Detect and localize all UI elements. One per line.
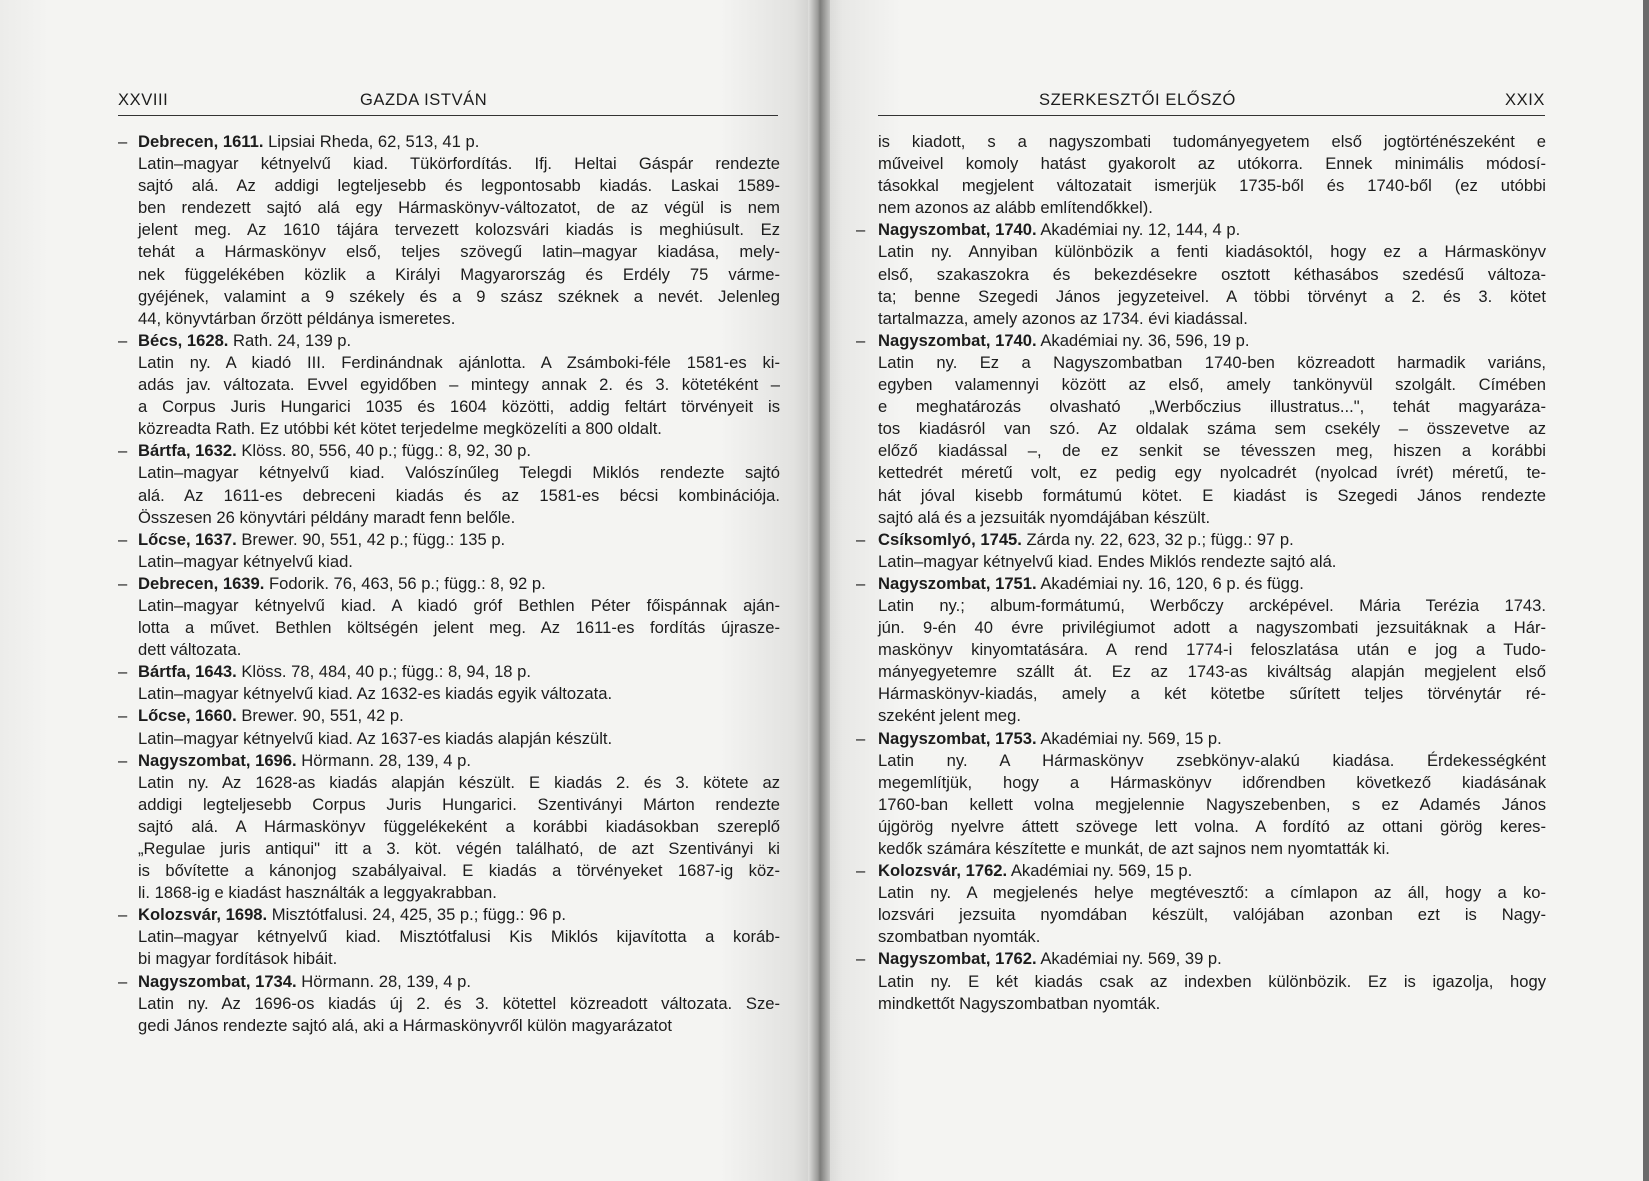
edition-entry xyxy=(856,728,1546,861)
entry-text-line: addigi legteljesebb Corpus Juris Hungarici. Szentiványi Márton rendezte xyxy=(138,794,780,814)
entry-text-line: Összesen 26 könyvtári példány maradt fenn belőle. xyxy=(138,507,516,527)
right-running-header xyxy=(878,91,1545,116)
entry-heading-line xyxy=(138,529,780,551)
entry-text-line: szombatban nyomták. xyxy=(878,927,1041,947)
entry-text-line: Hármaskönyv-kiadás, amely a két kötetbe sűrített teljes törvénytár ré- xyxy=(878,684,1546,704)
entry-heading-line xyxy=(138,573,780,595)
edition-printer-info: Fodorik. 76, 463, 56 p.; függ.: 8, 92 p. xyxy=(264,573,546,593)
edition-entry xyxy=(118,440,780,528)
entry-dash: – xyxy=(118,905,128,925)
entry-text-line: Latin–magyar kétnyelvű kiad. Endes Miklós rendezte sajtó alá. xyxy=(878,551,1337,571)
entry-text-line: maskönyv kinyomtatására. A rend 1774-i feloszlatása után e jog a Tudo- xyxy=(878,640,1546,660)
entry-dash: – xyxy=(118,132,128,151)
edition-printer-info: Akadémiai ny. 569, 15 p. xyxy=(1007,861,1193,881)
entry-text-line: tartalmazza, amely azonos az 1734. évi kiadással. xyxy=(878,308,1248,328)
entry-dash: – xyxy=(118,750,128,770)
edition-printer-info: Misztótfalusi. 24, 425, 35 p.; függ.: 96 p. xyxy=(267,905,567,925)
entry-text-line: Latin ny. E két kiadás csak az indexben különbözik. Ez is igazolja, hogy xyxy=(878,971,1546,991)
entry-text-line: gyéjének, valamint a 9 székely és a 9 szász széknek a nevét. Jelenleg xyxy=(138,286,780,306)
edition-entry xyxy=(118,705,780,749)
entry-text-line: nek függelékében közlik a Királyi Magyarország és Erdély 75 várme- xyxy=(138,264,780,284)
edition-place-year: Bécs, 1628. xyxy=(138,330,229,350)
entry-text-line: alá. Az 1611-es debreceni kiadás és az 1581-es bécsi kombinációja. xyxy=(138,485,780,505)
edition-entry xyxy=(856,573,1546,728)
edition-printer-info: Hörmann. 28, 139, 4 p. xyxy=(296,750,471,770)
edition-printer-info: Brewer. 90, 551, 42 p. xyxy=(236,706,404,726)
edition-place-year: Kolozsvár, 1762. xyxy=(878,861,1008,881)
entry-text-line: a Corpus Juris Hungarici 1035 és 1604 közötti, addig feltárt törvényeit is xyxy=(138,397,780,417)
entry-text-line: Latin ny.; album-formátumú, Werbőczy arcképével. Mária Terézia 1743. xyxy=(878,595,1546,615)
entry-heading-line xyxy=(878,728,1546,750)
entry-text-line: Latin ny. Az 1628-as kiadás alapján készült. E kiadás 2. és 3. kötete az xyxy=(138,772,780,792)
edition-printer-info: Brewer. 90, 551, 42 p.; függ.: 135 p. xyxy=(236,529,506,549)
entry-text-line: közreadta Rath. Ez utóbbi két kötet terjedelme megközelíti a 800 oldalt. xyxy=(138,419,662,439)
edition-entry xyxy=(118,573,780,661)
edition-place-year: Nagyszombat, 1762. xyxy=(878,949,1037,969)
edition-printer-info: Akadémiai ny. 12, 144, 4 p. xyxy=(1036,220,1241,240)
left-page-number: XXVIII xyxy=(118,91,169,109)
entry-text-line: tos kiadásról van szó. Az oldalak száma sem csekély – összevetve az xyxy=(878,419,1546,439)
entry-text-line: jún. 9-én 40 évre privilégiumot adott a nagyszombati jezsuitáknak a Hár- xyxy=(878,618,1546,638)
entry-text-line: Latin ny. Ez a Nagyszombatban 1740-ben közreadott harmadik variáns, xyxy=(878,352,1546,372)
right-page xyxy=(818,0,1649,1181)
edition-place-year: Nagyszombat, 1734. xyxy=(138,971,297,991)
edition-printer-info: Akadémiai ny. 569, 15 p. xyxy=(1036,728,1222,748)
entry-text-line: sajtó alá. A Hármaskönyv függelékeként a korábbi kiadásokban szereplő xyxy=(138,816,780,836)
entry-text-line: mányegyetemre szállt át. Ez az 1743-as kiváltság alapján megjelent első xyxy=(878,662,1546,682)
entry-heading-line xyxy=(138,330,780,352)
entry-text-line: Latin ny. Annyiban különbözik a fenti kiadásoktól, hogy ez a Hármaskönyv xyxy=(878,242,1546,262)
entry-text-line: jelent meg. Az 1610 tájára tervezett kolozsvári kiadás is meghiúsult. Ez xyxy=(138,220,780,240)
entry-dash: – xyxy=(856,949,866,969)
entry-heading-line xyxy=(138,705,780,727)
entry-dash: – xyxy=(856,573,866,593)
continuation-line: tásokkal megjelent változatait ismerjük 1735-ből és 1740-ből (ez utóbbi xyxy=(878,176,1546,196)
edition-place-year: Bártfa, 1643. xyxy=(138,662,237,682)
entry-dash: – xyxy=(856,529,866,549)
entry-text-line: kedők számára készítette e munkát, de azt sajnos nem nyomtatták ki. xyxy=(878,839,1390,858)
entry-dash: – xyxy=(856,220,866,240)
edition-entry xyxy=(856,948,1546,1014)
edition-printer-info: Rath. 24, 139 p. xyxy=(228,330,352,350)
left-running-title: GAZDA ISTVÁN xyxy=(360,91,488,109)
entry-text-line: bi magyar fordítások hibáit. xyxy=(138,949,338,969)
entry-text-line: egyben valamennyi között az első, amely tankönyvül szolgált. Címében xyxy=(878,375,1546,395)
entry-text-line: Latin–magyar kétnyelvű kiad. xyxy=(138,551,353,571)
entry-text-line: Latin–magyar kétnyelvű kiad. Az 1632-es kiadás egyik változata. xyxy=(138,684,613,704)
entry-text-line: Latin–magyar kétnyelvű kiad. A kiadó gróf Bethlen Péter főispánnak aján- xyxy=(138,595,780,615)
entry-text-line: újgörög nyelvre áttett szövege lett volna. A fordító az ottani görög keres- xyxy=(878,816,1546,836)
edition-entry xyxy=(118,750,780,905)
entry-text-line: ta; benne Szegedi János jegyzeteivel. A többi törvényt a 2. és 3. kötet xyxy=(878,286,1546,306)
entry-heading-line xyxy=(878,529,1546,551)
entry-text-line: gedi János rendezte sajtó alá, aki a Hármaskönyvről külön magyarázatot xyxy=(138,1015,673,1035)
edition-place-year: Nagyszombat, 1751. xyxy=(878,573,1037,593)
edition-place-year: Lőcse, 1660. xyxy=(138,706,237,726)
entry-text-line: e meghatározás olvasható „Werbőczius illustratus...", tehát magyaráza- xyxy=(878,397,1546,417)
edition-entry xyxy=(118,661,780,705)
entry-text-line: Latin ny. A Hármaskönyv zsebkönyv-alakú kiadása. Érdekességként xyxy=(878,750,1546,770)
entry-text-line: 1760-ban kellett volna megjelennie Nagyszebenben, s ez Adamés János xyxy=(878,794,1546,814)
edition-entry xyxy=(118,330,780,440)
entry-text-line: sajtó alá. Az addigi legteljesebb és legpontosabb kiadás. Laskai 1589- xyxy=(138,176,780,196)
entry-dash: – xyxy=(856,861,866,881)
right-page-text xyxy=(856,131,1546,1015)
entry-text-line: előző kiadással –, de ez senkit se tévesszen meg, hiszen a korábbi xyxy=(878,441,1546,461)
right-page-number: XXIX xyxy=(1504,91,1545,109)
entry-dash: – xyxy=(118,662,128,682)
edition-entry xyxy=(118,971,780,1037)
entry-heading-line xyxy=(138,750,780,772)
continuation-paragraph xyxy=(856,131,1546,219)
entry-dash: – xyxy=(856,330,866,350)
entry-heading-line xyxy=(138,440,780,462)
entry-text-line: ben rendezett sajtó alá egy Hármaskönyv-változatot, de az végül is nem xyxy=(138,198,780,218)
entry-text-line: kettedrét méretű volt, ez pedig egy nyolcadrét (nyolcad ívrét) méretű, te- xyxy=(878,463,1546,483)
entry-dash: – xyxy=(118,441,128,461)
entry-text-line: is bővítette a kánonjog szabályaival. E kiadás a törvényeket 1687-ig köz- xyxy=(138,861,780,881)
entry-dash: – xyxy=(856,728,866,748)
edition-printer-info: Lipsiai Rheda, 62, 513, 41 p. xyxy=(263,132,480,151)
edition-place-year: Lőcse, 1637. xyxy=(138,529,237,549)
entry-heading-line xyxy=(138,131,780,153)
entry-text-line: „Regulae juris antiqui" itt a 3. köt. végén található, de azt Szentiványi ki xyxy=(138,839,780,858)
entry-text-line: Latin–magyar kétnyelvű kiad. Misztótfalusi Kis Miklós kijavította a koráb- xyxy=(138,927,780,947)
entry-text-line: első, szakaszokra és bekezdésekre osztott kéthasábos szedésű változa- xyxy=(878,264,1546,284)
edition-place-year: Bártfa, 1632. xyxy=(138,441,237,461)
entry-text-line: Latin–magyar kétnyelvű kiad. Az 1637-es kiadás alapján készült. xyxy=(138,728,613,748)
entry-text-line: lozsvári jezsuita nyomdában készült, valójában azonban ezt is Nagy- xyxy=(878,905,1546,925)
entry-heading-line xyxy=(878,330,1546,352)
entry-text-line: 44, könyvtárban őrzött példánya ismeretes. xyxy=(138,308,456,328)
entry-text-line: tehát a Hármaskönyv első, teljes szövegű latin–magyar kiadása, mely- xyxy=(138,242,780,262)
edition-place-year: Kolozsvár, 1698. xyxy=(138,905,268,925)
entry-text-line: Latin ny. A megjelenés helye megtévesztő: a címlapon az áll, hogy a ko- xyxy=(878,883,1546,903)
entry-text-line: Latin–magyar kétnyelvű kiad. Valószínűleg Telegdi Miklós rendezte sajtó xyxy=(138,463,780,483)
entry-text-line: Latin ny. A kiadó III. Ferdinándnak ajánlotta. A Zsámboki-féle 1581-es ki- xyxy=(138,352,780,372)
edition-printer-info: Akadémiai ny. 16, 120, 6 p. és függ. xyxy=(1036,573,1304,593)
continuation-line: műveivel komoly hatást gyakorolt az utókorra. Ennek minimális módosí- xyxy=(878,154,1546,174)
entry-text-line: hát jóval kisebb formátumú kötet. E kiadást is Szegedi János rendezte xyxy=(878,485,1546,505)
entry-text-line: Latin–magyar kétnyelvű kiad. Tükörfordítás. Ifj. Heltai Gáspár rendezte xyxy=(138,154,780,174)
entry-text-line: megemlítjük, hogy a Hármaskönyv időrendben következő kiadásának xyxy=(878,772,1546,792)
entry-text-line: li. 1868-ig e kiadást használták a leggyakrabban. xyxy=(138,883,497,903)
continuation-line: is kiadott, s a nagyszombati tudományegyetem első jogtörténészeként e xyxy=(878,132,1546,151)
entry-text-line: adás jav. változata. Evvel egyidőben – mintegy annak 2. és 3. kötetéként – xyxy=(138,375,780,395)
entry-heading-line xyxy=(878,948,1546,970)
entry-dash: – xyxy=(118,573,128,593)
edition-entry xyxy=(856,860,1546,948)
entry-text-line: dett változata. xyxy=(138,640,242,660)
edition-printer-info: Akadémiai ny. 569, 39 p. xyxy=(1036,949,1222,969)
edition-printer-info: Zárda ny. 22, 623, 32 p.; függ.: 97 p. xyxy=(1021,529,1294,549)
entry-heading-line xyxy=(878,219,1546,241)
entry-heading-line xyxy=(138,971,780,993)
entry-heading-line xyxy=(138,661,780,683)
entry-dash: – xyxy=(118,529,128,549)
entry-text-line: mindkettőt Nagyszombatban nyomták. xyxy=(878,993,1161,1013)
entry-text-line: Latin ny. Az 1696-os kiadás új 2. és 3. kötettel közreadott változata. Sze- xyxy=(138,993,780,1013)
edition-entry xyxy=(856,529,1546,573)
edition-entry xyxy=(118,529,780,573)
edition-printer-info: Klöss. 80, 556, 40 p.; függ.: 8, 92, 30 p. xyxy=(236,441,531,461)
edition-place-year: Debrecen, 1611. xyxy=(138,132,264,151)
book-edge-right xyxy=(1643,0,1649,1181)
left-page-text xyxy=(118,131,780,1037)
entry-dash: – xyxy=(118,971,128,991)
entry-heading-line xyxy=(878,573,1546,595)
edition-place-year: Nagyszombat, 1740. xyxy=(878,220,1037,240)
entry-dash: – xyxy=(118,706,128,726)
entry-heading-line xyxy=(138,904,780,926)
entry-text-line: szeként jelent meg. xyxy=(878,706,1021,726)
edition-printer-info: Hörmann. 28, 139, 4 p. xyxy=(296,971,471,991)
entry-heading-line xyxy=(878,860,1546,882)
edition-entry xyxy=(118,131,780,330)
right-running-title: SZERKESZTŐI ELŐSZÓ xyxy=(1039,91,1236,109)
edition-place-year: Nagyszombat, 1696. xyxy=(138,750,297,770)
edition-place-year: Nagyszombat, 1740. xyxy=(878,330,1037,350)
edition-place-year: Debrecen, 1639. xyxy=(138,573,265,593)
continuation-line: nem azonos az alább említendőkkel). xyxy=(878,198,1153,218)
edition-printer-info: Akadémiai ny. 36, 596, 19 p. xyxy=(1036,330,1250,350)
entry-text-line: lotta a művet. Bethlen költségén jelent meg. Az 1611-es fordítás újrasze- xyxy=(138,618,780,638)
edition-place-year: Csíksomlyó, 1745. xyxy=(878,529,1022,549)
book-gutter xyxy=(808,0,830,1181)
edition-entry xyxy=(856,330,1546,529)
edition-entry xyxy=(118,904,780,970)
edition-entry xyxy=(856,219,1546,329)
edition-place-year: Nagyszombat, 1753. xyxy=(878,728,1037,748)
entry-text-line: sajtó alá és a jezsuiták nyomdájában készült. xyxy=(878,507,1211,527)
entry-dash: – xyxy=(118,330,128,350)
left-running-header xyxy=(118,91,778,116)
left-page xyxy=(0,0,818,1181)
edition-printer-info: Klöss. 78, 484, 40 p.; függ.: 8, 94, 18 p. xyxy=(236,662,531,682)
